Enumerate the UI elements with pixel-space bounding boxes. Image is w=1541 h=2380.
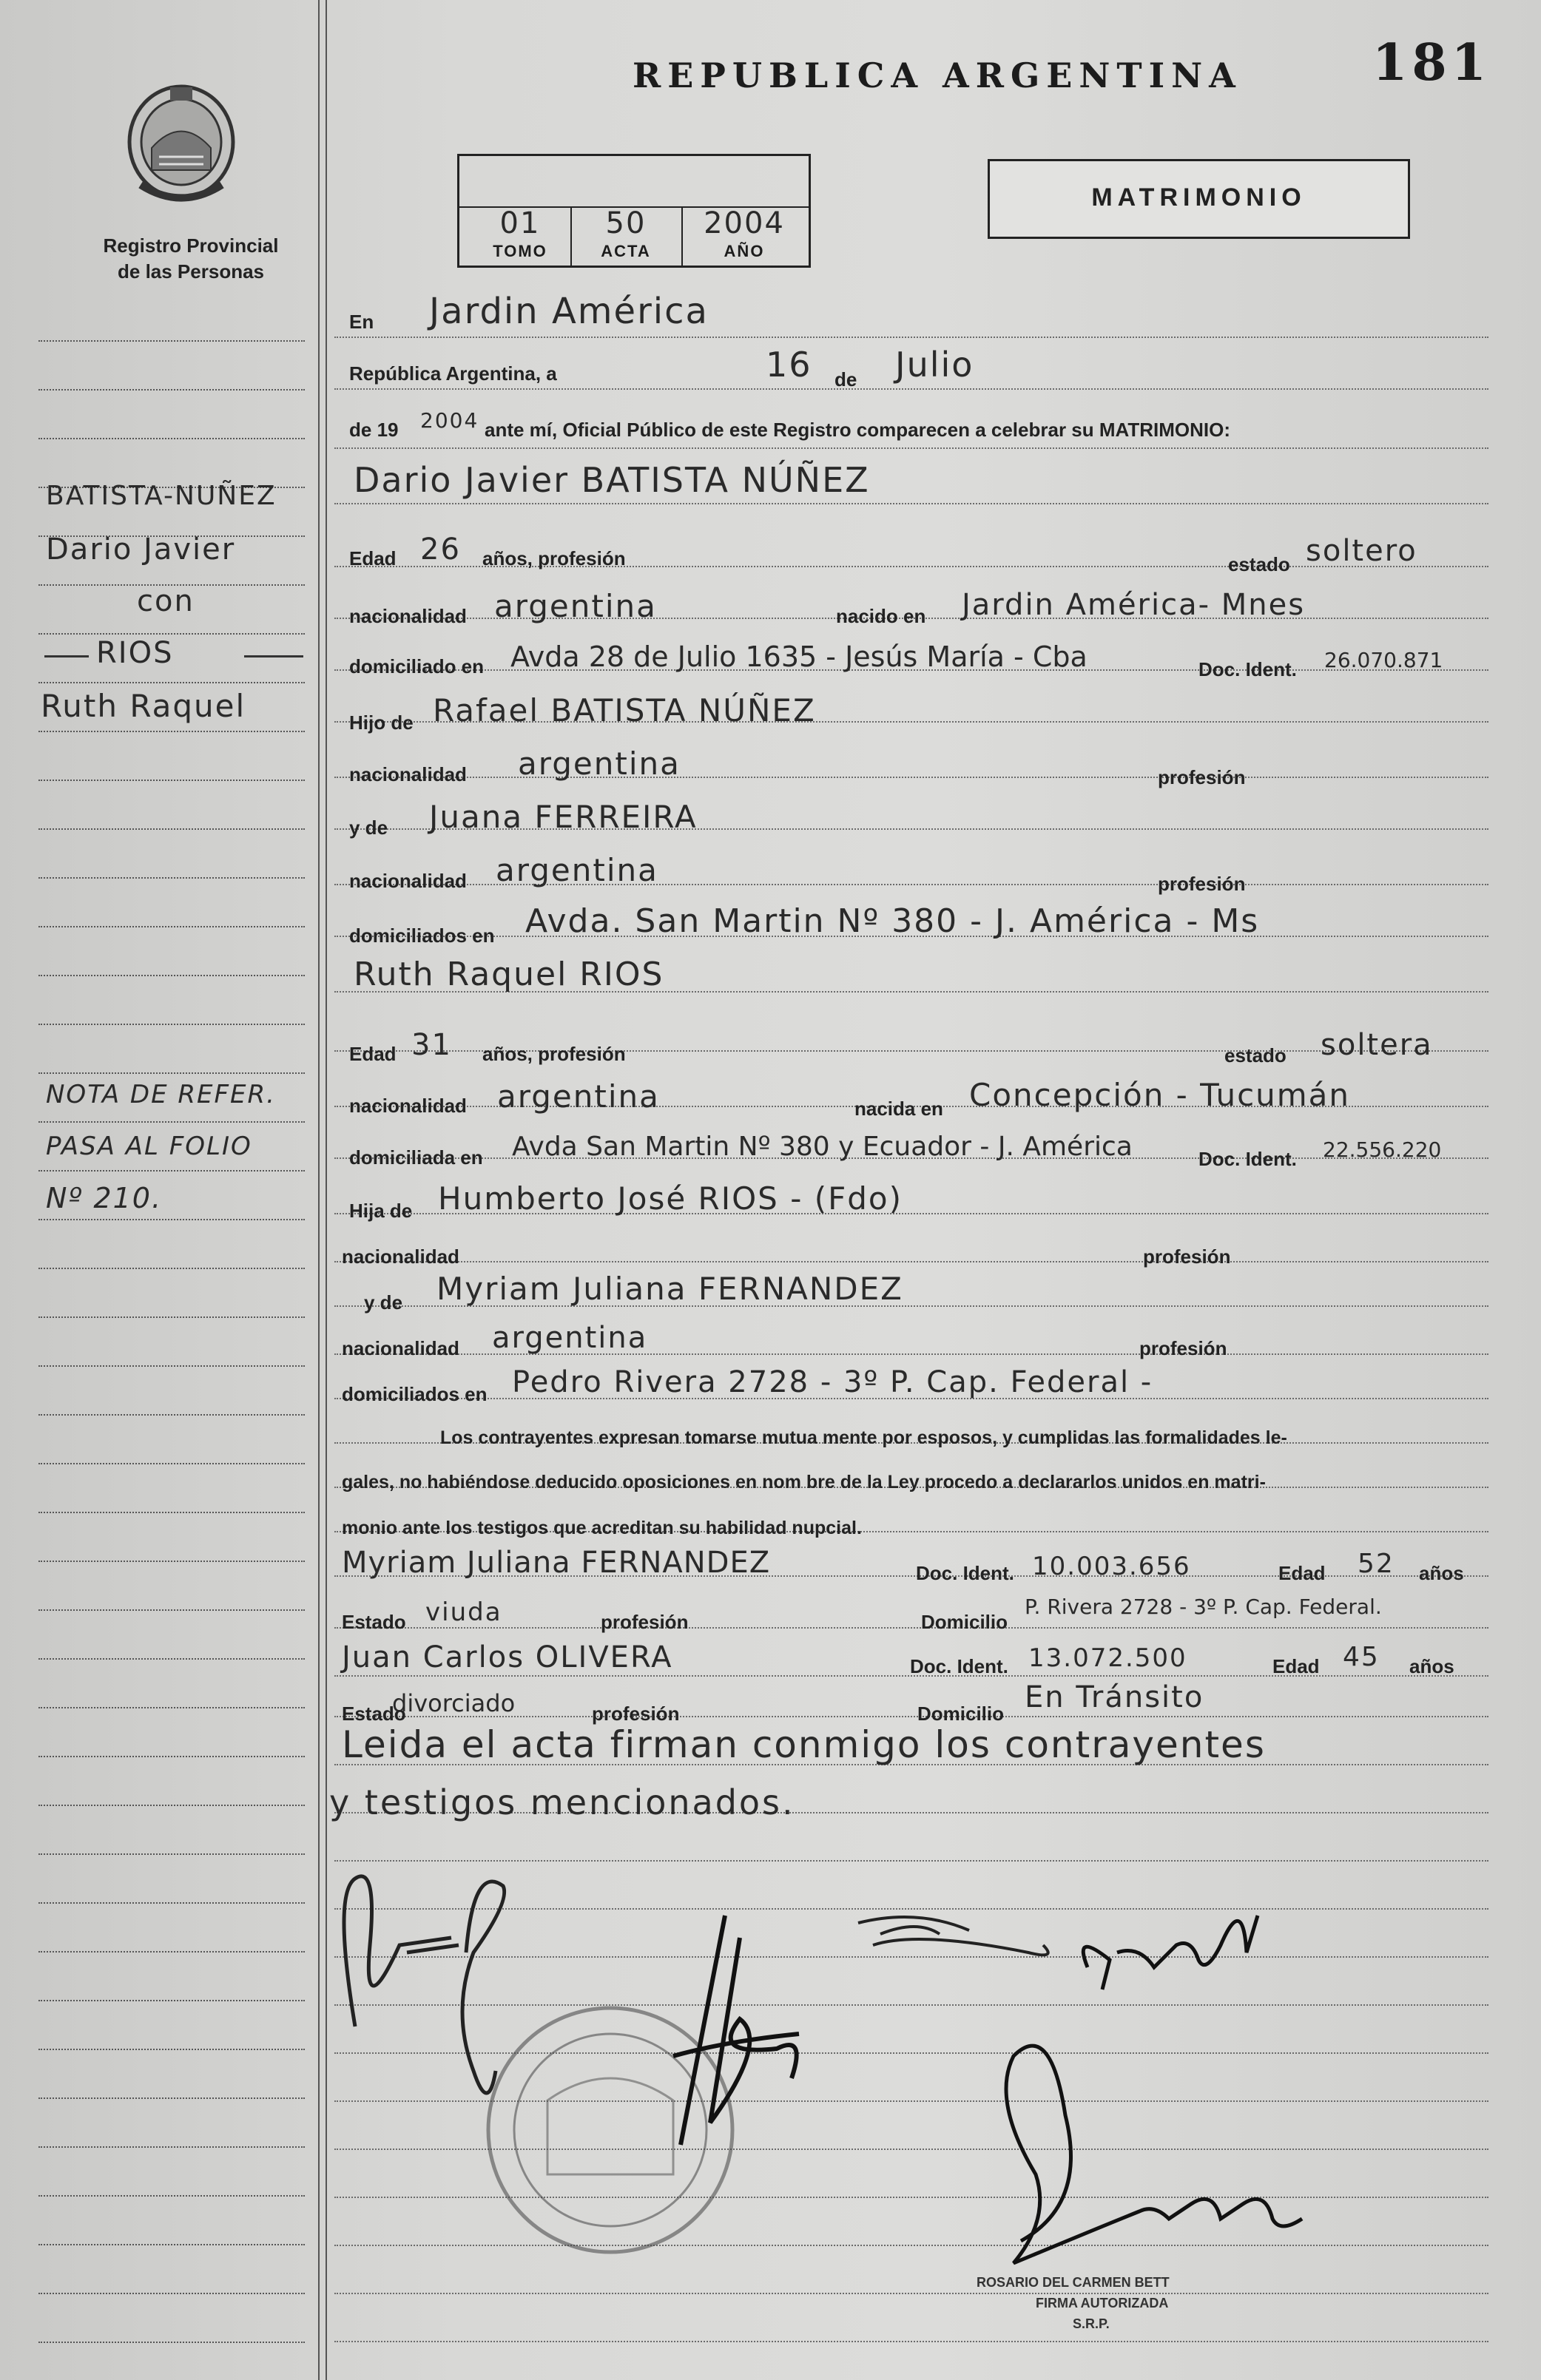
margin-con: con [137,584,195,618]
groom-mother-nac: argentina [496,852,658,888]
groom-father: Rafael BATISTA NÚÑEZ [433,692,816,728]
signatures-area [326,1834,1539,2378]
label-nacida-en: nacida en [854,1098,943,1120]
witness2-name: Juan Carlos OLIVERA [342,1640,673,1674]
signature-2 [673,1916,799,2145]
witness2-doc: 13.072.500 [1028,1643,1187,1673]
label-w1-doc: Doc. Ident. [916,1562,1014,1584]
bride-name: Ruth Raquel RIOS [354,956,664,993]
margin-ruled-line [38,438,305,439]
bride-age: 31 [411,1028,452,1062]
witness2-estado: divorciado [392,1689,516,1717]
margin-ruled-line [38,2342,305,2343]
body-ruled-line [334,337,1488,338]
stamp-line2: FIRMA AUTORIZADA [1036,2296,1169,2310]
label-w2-estado: Estado [342,1703,406,1725]
label-w1-prof: profesión [601,1611,689,1633]
margin-ruled-line [38,1121,305,1123]
day-value: 16 [766,345,812,385]
bride-estado: soltera [1321,1028,1433,1062]
bride-mother-nac: argentina [492,1321,648,1355]
signature-4 [1083,1916,1258,1989]
margin-ruled-line [38,1902,305,1904]
province-seal-icon [118,74,244,203]
tomo-label: TOMO [493,242,547,260]
bride-parents-dom: Pedro Rivera 2728 - 3º P. Cap. Federal - [512,1365,1153,1399]
margin-ruled-line [38,731,305,732]
margin-ruled-line [38,1609,305,1611]
month-value: Julio [895,345,974,385]
signature-1 [344,1876,505,2093]
groom-name: Dario Javier BATISTA NÚÑEZ [354,460,870,500]
label-hijo-de: Hijo de [349,711,414,734]
margin-ruled-line [38,389,305,391]
margin-ruled-line [38,1365,305,1367]
label-b-y-de: y de [364,1291,403,1314]
bride-father: Humberto José RIOS - (Fdo) [438,1180,903,1217]
label-de: de [834,368,857,391]
margin-ruled-line [38,828,305,830]
bride-nacionalidad: argentina [497,1078,660,1115]
groom-mother: Juana FERREIRA [429,799,698,835]
label-nacido-en: nacido en [836,605,926,627]
paragraph-line3: monio ante los testigos que acreditan su habilidad nupcial. [342,1518,862,1538]
witness2-domicilio: En Tránsito [1025,1680,1204,1714]
groom-age: 26 [420,533,461,567]
paragraph-line1: Los contrayentes expresan tomarse mutua mente por esposos, y cumplidas las formalidades le- [440,1427,1287,1448]
page-title: REPUBLICA ARGENTINA [633,55,1242,95]
registry-name-line2: de las Personas [118,260,264,283]
year-value: 2004 [420,408,479,433]
margin-ruled-line [38,1756,305,1757]
margin-ruled-line [38,1219,305,1220]
act-type-label: MATRIMONIO [1091,183,1306,212]
margin-ruled-line [38,682,305,683]
margin-bride-surname: RIOS [96,636,174,670]
margin-ruled-line [38,1561,305,1562]
label-w1-anos: años [1419,1562,1464,1584]
registry-name-line1: Registro Provincial [103,234,279,257]
margin-ruled-line [38,1072,305,1074]
margin-ruled-line [38,1414,305,1416]
label-de19: de 19 [349,419,399,441]
margin-ruled-line [38,780,305,781]
label-groom-dom: domiciliado en [349,655,485,677]
margin-groom-surname: BATISTA-NUÑEZ [46,481,277,511]
body-ruled-line [334,447,1488,449]
label-hija-de: Hija de [349,1200,413,1222]
label-bride-estado: estado [1224,1044,1287,1066]
label-w2-edad: Edad [1272,1655,1320,1677]
body-ruled-line [334,1627,1488,1629]
ano-label: AÑO [724,242,765,260]
margin-ruled-line [38,926,305,927]
label-bfather-nac: nacionalidad [342,1245,459,1268]
body-ruled-line [334,1261,1488,1262]
bride-nacida-en: Concepción - Tucumán [969,1077,1351,1113]
margin-ruled-line [38,2195,305,2197]
witness1-doc: 10.003.656 [1032,1552,1191,1581]
label-groom-edad: Edad [349,547,397,569]
groom-estado: soltero [1306,534,1417,568]
margin-ruled-line [38,1463,305,1464]
witness1-estado: viuda [425,1598,502,1627]
body-ruled-line [334,503,1488,504]
label-w2-doc: Doc. Ident. [910,1655,1008,1677]
margin-note-line2: PASA AL FOLIO [46,1132,252,1161]
groom-doc: 26.070.871 [1324,648,1443,672]
signature-3 [858,1917,1048,1955]
groom-nacionalidad: argentina [494,588,657,624]
margin-note-line3: Nº 210. [46,1182,163,1214]
margin-ruled-line [38,1658,305,1660]
margin-ruled-line [38,1316,305,1318]
margin-ruled-line [38,1512,305,1513]
witness1-age: 52 [1358,1549,1395,1579]
body-ruled-line [334,777,1488,778]
label-bride-nac: nacionalidad [349,1095,467,1117]
groom-parents-dom: Avda. San Martin Nº 380 - J. América - Ms [525,902,1260,940]
margin-ruled-line [38,2293,305,2294]
margin-ruled-line [38,2049,305,2050]
label-parents-dom: domiciliados en [349,924,495,947]
label-en: En [349,311,374,333]
label-bmother-nac: nacionalidad [342,1337,459,1359]
ano-value: 2004 [704,206,785,240]
margin-rule [318,0,320,2380]
groom-domicilio: Avda 28 de Julio 1635 - Jesús María - Cba [510,640,1088,673]
label-bride-dom: domiciliada en [349,1146,483,1169]
margin-ruled-line [38,633,305,635]
margin-ruled-line [38,975,305,976]
act-type-box [988,159,1410,239]
label-republica: República Argentina, a [349,362,557,385]
body-ruled-line [334,388,1488,390]
margin-ruled-line [38,340,305,342]
margin-ruled-line [38,1853,305,1855]
label-w1-estado: Estado [342,1611,406,1633]
stamp-line3: S.R.P. [1073,2316,1110,2331]
label-bmother-prof: profesión [1139,1337,1227,1359]
margin-bride-given: Ruth Raquel [41,688,246,724]
margin-ruled-line [38,1951,305,1953]
label-w1-edad: Edad [1278,1562,1326,1584]
margin-ruled-line [38,1707,305,1708]
label-bride-doc: Doc. Ident. [1198,1148,1297,1170]
label-bride-edad: Edad [349,1043,397,1065]
witness1-name: Myriam Juliana FERNANDEZ [342,1546,771,1580]
label-groom-doc: Doc. Ident. [1198,658,1297,680]
tomo-value: 01 [499,206,541,240]
label-y-de: y de [349,817,388,839]
bride-doc: 22.556.220 [1323,1137,1442,1162]
margin-groom-given: Dario Javier [46,533,236,567]
groom-father-nac: argentina [518,746,681,782]
margin-ruled-line [38,877,305,879]
margin-ruled-line [38,1805,305,1806]
label-w2-prof: profesión [592,1703,680,1725]
bride-mother: Myriam Juliana FERNANDEZ [436,1271,903,1307]
label-groom-profesion: años, profesión [482,547,626,569]
margin-ruled-line [38,1268,305,1269]
registry-round-seal [488,2008,732,2252]
label-mother-nac: nacionalidad [349,870,467,892]
bride-domicilio: Avda San Martin Nº 380 y Ecuador - J. América [512,1132,1133,1162]
label-bparents-dom: domiciliados en [342,1383,488,1405]
paragraph-line2: gales, no habiéndose deducido oposiciones en nom bre de la Ley procedo a declararlos unidos en matri- [342,1472,1266,1492]
stamp-line1: ROSARIO DEL CARMEN BETT [977,2275,1170,2290]
margin-ruled-line [38,2244,305,2245]
label-father-nac: nacionalidad [349,763,467,785]
label-groom-estado: estado [1228,553,1290,575]
folio-number: 181 [1372,33,1491,92]
margin-ruled-line [38,1024,305,1025]
acta-label: ACTA [601,242,651,260]
label-groom-nac: nacionalidad [349,605,467,627]
margin-ruled-line [38,2000,305,2001]
margin-ruled-line [38,1170,305,1172]
label-mother-prof: profesión [1158,873,1246,895]
groom-nacido-en: Jardin América- Mnes [962,588,1306,622]
label-father-prof: profesión [1158,766,1246,788]
label-w2-anos: años [1409,1655,1454,1677]
label-bfather-prof: profesión [1143,1245,1231,1268]
margin-ruled-line [38,2146,305,2148]
witness1-domicilio: P. Rivera 2728 - 3º P. Cap. Federal. [1025,1595,1382,1619]
acta-value: 50 [605,206,647,240]
signature-5 [1006,2046,1302,2263]
place-value: Jardin América [429,291,709,332]
label-comparecen: ante mí, Oficial Público de este Registro comparecen a celebrar su MATRIMONIO: [485,419,1231,441]
label-w2-dom: Domicilio [917,1703,1005,1725]
margin-ruled-line [38,2097,305,2099]
label-bride-profesion: años, profesión [482,1043,626,1065]
closing-line2: y testigos mencionados. [329,1782,795,1822]
witness2-age: 45 [1343,1642,1380,1672]
closing-line1: Leida el acta firman conmigo los contrayentes [342,1723,1266,1766]
registry-reference-box [457,154,811,268]
margin-note-line1: NOTA DE REFER. [46,1080,276,1109]
label-w1-dom: Domicilio [921,1611,1008,1633]
